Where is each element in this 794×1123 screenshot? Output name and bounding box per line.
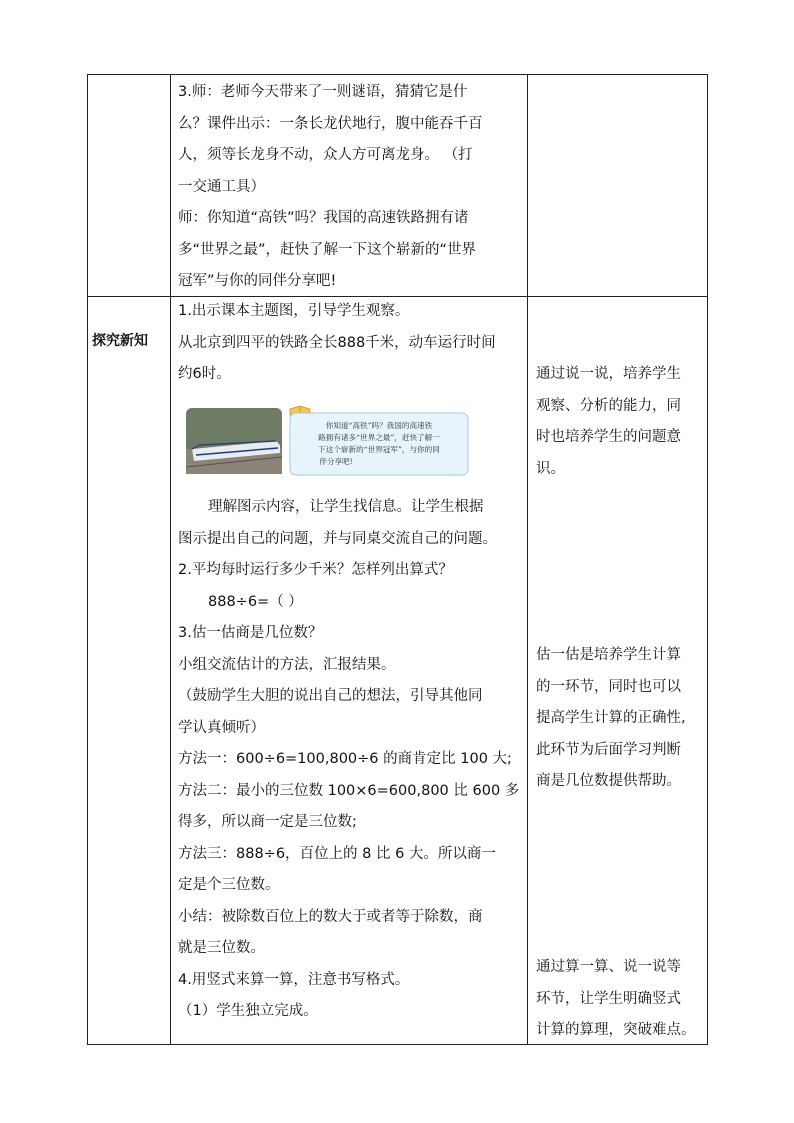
note-line: 通过算一算、说一说等 <box>536 959 681 975</box>
row2-line: 定是个三位数。 <box>178 877 280 893</box>
bubble-line: 下这个崭新的“世界冠军”，与你的同 <box>318 445 440 454</box>
note-line: 识。 <box>536 460 565 477</box>
row1-line: 一交通工具） <box>178 178 265 195</box>
row2-line: 图示提出自己的问题，并与同桌交流自己的问题。 <box>178 530 497 547</box>
table-border-top <box>87 74 708 75</box>
row2-line: 学认真倾听） <box>178 719 265 736</box>
table-col-divider-2 <box>527 74 528 1045</box>
bubble-line: 你知道“高铁”吗？我国的高速铁 <box>325 421 433 430</box>
note-line: 计算的算理，突破难点。 <box>536 1022 696 1038</box>
note-line: 观察、分析的能力，同 <box>536 397 681 414</box>
row2-content-b <box>178 492 519 1028</box>
row2-line: 约6时。 <box>178 366 231 382</box>
note-line: 提高学生计算的正确性, <box>536 710 686 726</box>
row2-line: （1）学生独立完成。 <box>178 1003 318 1019</box>
row2-line: 理解图示内容，让学生找信息。让学生根据 <box>208 499 484 515</box>
row1-line: 多“世界之最”，赶快了解一下这个崭新的“世界 <box>178 241 477 258</box>
row2-line: 方法二：最小的三位数 100×6=600,800 比 600 多 <box>178 782 520 799</box>
row2-line: 方法一：600÷6=100,800÷6 的商肯定比 100 大; <box>178 751 512 767</box>
row1-line: 冠军”与你的同伴分享吧! <box>178 273 337 289</box>
train-photo-and-bubble <box>186 405 472 477</box>
row1-line: 人，须等长龙身不动，众人方可离龙身。 （打 <box>178 147 473 163</box>
table-border-right <box>707 74 708 1045</box>
row1-line: 么？课件出示：一条长龙伏地行，腹中能吞千百 <box>178 115 483 132</box>
train-illustration <box>186 405 472 477</box>
row2-line: 2.平均每时运行多少千米？怎样列出算式？ <box>178 562 453 578</box>
design-note-1 <box>536 359 681 485</box>
table-border-left <box>87 74 88 1045</box>
bubble-line: 伴分享吧! <box>319 457 353 466</box>
row2-line: （鼓励学生大胆的说出自己的想法，引导其他同 <box>178 688 483 704</box>
row2-line: 方法三：888÷6，百位上的 8 比 6 大。所以商一 <box>178 845 496 862</box>
row2-line: 从北京到四平的铁路全长888千米，动车运行时间 <box>178 334 496 351</box>
design-note-2 <box>536 640 686 798</box>
note-line: 的一环节，同时也可以 <box>536 678 681 695</box>
row2-content-a <box>178 296 496 391</box>
design-note-3 <box>536 952 696 1047</box>
bubble-line: 路拥有诸多“世界之最”，赶快了解一 <box>318 433 440 442</box>
row2-line: 3.估一估商是几位数？ <box>178 625 323 641</box>
note-line: 此环节为后面学习判断 <box>536 741 681 758</box>
row2-line: 小结：被除数百位上的数大于或者等于除数，商 <box>178 908 483 925</box>
row2-line: 4.用竖式来算一算，注意书写格式。 <box>178 971 410 988</box>
note-line: 环节，让学生明确竖式 <box>536 990 681 1007</box>
row1-line: 3.师：老师今天带来了一则谜语，猜猜它是什 <box>178 84 468 100</box>
note-line: 商是几位数提供帮助。 <box>536 773 681 789</box>
note-line: 通过说一说，培养学生 <box>536 366 681 382</box>
row2-line: 1.出示课本主题图，引导学生观察。 <box>178 303 410 319</box>
note-line: 时也培养学生的问题意 <box>536 429 681 445</box>
row1-line: 师：你知道“高铁”吗？我国的高速铁路拥有诸 <box>178 210 469 226</box>
row2-line: 就是三位数。 <box>178 940 265 956</box>
row2-line: 得多，所以商一定是三位数; <box>178 814 357 830</box>
row2-line: 小组交流估计的方法，汇报结果。 <box>178 656 396 673</box>
row1-content <box>178 77 483 298</box>
row2-line: 888÷6=（ ） <box>208 593 303 610</box>
section-label: 探究新知 <box>92 333 148 349</box>
table-col-divider-1 <box>170 74 171 1045</box>
note-line: 估一估是培养学生计算 <box>536 647 681 663</box>
